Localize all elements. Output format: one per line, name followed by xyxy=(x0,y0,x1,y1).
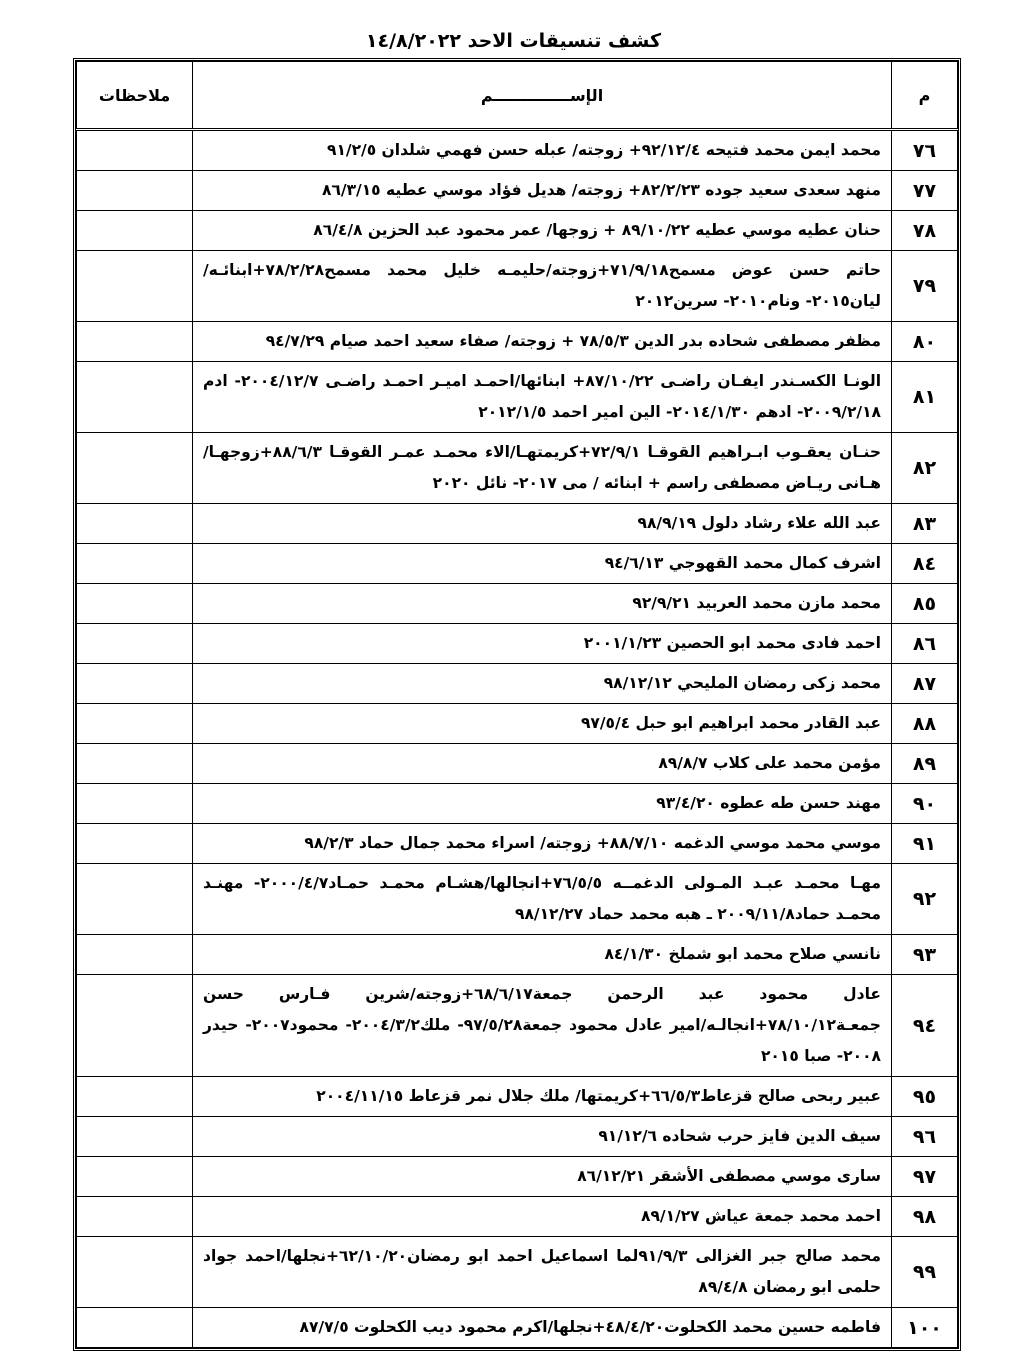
row-name: سارى موسي مصطفى الأشقر ٨٦/١٢/٢١ xyxy=(193,1157,892,1197)
table-row xyxy=(77,784,958,824)
row-number: ٩٧ xyxy=(892,1157,958,1197)
row-number: ٨٨ xyxy=(892,704,958,744)
row-notes xyxy=(77,251,193,322)
table-row xyxy=(77,744,958,784)
row-name: سيف الدين فايز حرب شحاده ٩١/١٢/٦ xyxy=(193,1117,892,1157)
row-number: ٨٥ xyxy=(892,584,958,624)
row-number: ٨١ xyxy=(892,362,958,433)
row-name: موسي محمد موسي الدغمه ٨٨/٧/١٠+ زوجته/ اسراء محمد جمال حماد ٩٨/٢/٣ xyxy=(193,824,892,864)
row-number: ٩٨ xyxy=(892,1197,958,1237)
table-row xyxy=(77,1237,958,1308)
table-row xyxy=(77,251,958,322)
table-row xyxy=(77,824,958,864)
table-row xyxy=(77,504,958,544)
row-number: ٨٩ xyxy=(892,744,958,784)
table-row xyxy=(77,1308,958,1348)
table-row xyxy=(77,664,958,704)
table-row xyxy=(77,935,958,975)
row-notes xyxy=(77,1157,193,1197)
table-row xyxy=(77,624,958,664)
row-name: محمد زكى رمضان المليحي ٩٨/١٢/١٢ xyxy=(193,664,892,704)
row-name: فاطمه حسين محمد الكحلوت٤٨/٤/٢٠+نجلها/اكرم محمود ديب الكحلوت ٨٧/٧/٥ xyxy=(193,1308,892,1348)
row-notes xyxy=(77,624,193,664)
row-number: ٨٧ xyxy=(892,664,958,704)
row-name: عبد الله علاء رشاد دلول ٩٨/٩/١٩ xyxy=(193,504,892,544)
row-name: محمد صالح جبر الغزالى ٩١/٩/٣لما اسماعيل احمد ابو رمضان٦٢/١٠/٢٠+نجلها/احمد جواد حلمى ابو رمضان ٨٩/٤/٨ xyxy=(193,1237,892,1308)
table-row xyxy=(77,130,958,171)
row-notes xyxy=(77,664,193,704)
names-table-frame xyxy=(73,58,961,1351)
row-notes xyxy=(77,1077,193,1117)
table-row xyxy=(77,975,958,1077)
row-number: ٧٧ xyxy=(892,171,958,211)
table-row xyxy=(77,211,958,251)
row-notes xyxy=(77,362,193,433)
row-name: محمد ايمن محمد فتيحه ٩٢/١٢/٤+ زوجته/ عبله حسن فهمي شلدان ٩١/٢/٥ xyxy=(193,130,892,171)
row-number: ٩٦ xyxy=(892,1117,958,1157)
table-row xyxy=(77,1077,958,1117)
table-row xyxy=(77,433,958,504)
row-notes xyxy=(77,704,193,744)
row-notes xyxy=(77,322,193,362)
row-number: ١٠٠ xyxy=(892,1308,958,1348)
row-notes xyxy=(77,584,193,624)
row-name: حنان عطيه موسي عطيه ٨٩/١٠/٢٢ + زوجها/ عمر محمود عبد الحزين ٨٦/٤/٨ xyxy=(193,211,892,251)
row-name: عادل محمود عبد الرحمن جمعة٦٨/٦/١٧+زوجته/شرين فـارس حسن جمعـة٧٨/١٠/١٢+انجالـه/امير عادل محمود جمعة٩٧/٥/٢٨- ملك٢٠٠٤/٣/٢- محمود٢٠٠٧- حيدر ٢٠٠٨- صبا ٢٠١٥ xyxy=(193,975,892,1077)
row-notes xyxy=(77,544,193,584)
row-notes xyxy=(77,1237,193,1308)
row-notes xyxy=(77,211,193,251)
row-number: ٩٩ xyxy=(892,1237,958,1308)
table-row xyxy=(77,362,958,433)
row-name: عبد القادر محمد ابراهيم ابو حبل ٩٧/٥/٤ xyxy=(193,704,892,744)
row-name: احمد فادى محمد ابو الحصين ٢٠٠١/١/٢٣ xyxy=(193,624,892,664)
row-name: حاتم حسن عوض مسمح٧١/٩/١٨+زوجته/حليمـه خليل محمد مسمح٧٨/٢/٢٨+ابنائـه/ ليان٢٠١٥- ونام٢٠١٠- سرين٢٠١٢ xyxy=(193,251,892,322)
row-notes xyxy=(77,935,193,975)
row-number: ٩٣ xyxy=(892,935,958,975)
row-number: ٩٠ xyxy=(892,784,958,824)
row-number: ٧٩ xyxy=(892,251,958,322)
row-number: ٨٠ xyxy=(892,322,958,362)
table-header-row xyxy=(77,62,958,130)
page-title: كشف تنسيقات الاحد ١٤/٨/٢٠٢٢ xyxy=(365,30,662,52)
row-number: ٧٦ xyxy=(892,130,958,171)
table-row xyxy=(77,544,958,584)
row-notes xyxy=(77,1197,193,1237)
table-row xyxy=(77,171,958,211)
table-row xyxy=(77,1197,958,1237)
row-name: مظفر مصطفى شحاده بدر الدين ٧٨/٥/٣ + زوجته/ صفاء سعيد احمد صيام ٩٤/٧/٢٩ xyxy=(193,322,892,362)
row-number: ٩٥ xyxy=(892,1077,958,1117)
row-number: ٩٢ xyxy=(892,864,958,935)
header-notes: ملاحظات xyxy=(77,62,193,130)
row-notes xyxy=(77,824,193,864)
row-name: محمد مازن محمد العربيد ٩٢/٩/٢١ xyxy=(193,584,892,624)
row-notes xyxy=(77,504,193,544)
row-number: ٨٣ xyxy=(892,504,958,544)
table-row xyxy=(77,704,958,744)
row-notes xyxy=(77,744,193,784)
table-body xyxy=(77,130,958,1348)
row-name: احمد محمد جمعة عياش ٨٩/١/٢٧ xyxy=(193,1197,892,1237)
table-row xyxy=(77,584,958,624)
row-notes xyxy=(77,1117,193,1157)
row-name: مهند حسن طه عطوه ٩٣/٤/٢٠ xyxy=(193,784,892,824)
row-notes xyxy=(77,975,193,1077)
table-row xyxy=(77,322,958,362)
header-number: م xyxy=(892,62,958,130)
row-name: الونـا الكسـندر ايفـان راضـى ٨٧/١٠/٢٢+ ابنائها/احمـد اميـر احمـد راضـى ٢٠٠٤/١٢/٧- ادم ٢٠٠٩/٢/١٨- ادهم ٢٠١٤/١/٣٠- الين امير احمد ٢٠١٢/١/٥ xyxy=(193,362,892,433)
row-number: ٨٦ xyxy=(892,624,958,664)
row-name: منهد سعدى سعيد جوده ٨٢/٢/٢٣+ زوجته/ هديل فؤاد موسي عطيه ٨٦/٣/١٥ xyxy=(193,171,892,211)
row-notes xyxy=(77,864,193,935)
row-notes xyxy=(77,1308,193,1348)
row-name: اشرف كمال محمد القهوجي ٩٤/٦/١٣ xyxy=(193,544,892,584)
row-notes xyxy=(77,784,193,824)
row-number: ٩٤ xyxy=(892,975,958,1077)
row-name: مهـا محمـد عبـد المـولى الدغمــه ٧٦/٥/٥+انجالها/هشـام محمـد حمـاد٢٠٠٠/٤/٧- مهنـد محمـد حماد٢٠٠٩/١١/٨ ـ هبه محمد حماد ٩٨/١٢/٢٧ xyxy=(193,864,892,935)
row-name: نانسي صلاح محمد ابو شملخ ٨٤/١/٣٠ xyxy=(193,935,892,975)
row-number: ٧٨ xyxy=(892,211,958,251)
row-notes xyxy=(77,433,193,504)
table-row xyxy=(77,1117,958,1157)
row-notes xyxy=(77,171,193,211)
row-name: عبير ربحى صالح قزعاط٦٦/٥/٣+كريمتها/ ملك جلال نمر قزعاط ٢٠٠٤/١١/١٥ xyxy=(193,1077,892,1117)
names-table xyxy=(76,61,958,1348)
row-name: حنـان يعقـوب ابـراهيم القوقـا ٧٢/٩/١+كريمتهـا/الاء محمـد عمـر القوقـا ٨٨/٦/٣+زوجهـا/هـانى ريـاض مصطفى راسم + ابنائه / مى ٢٠١٧- نائل ٢٠٢٠ xyxy=(193,433,892,504)
row-notes xyxy=(77,130,193,171)
header-name: الإســــــــــــــم xyxy=(193,62,892,130)
row-number: ٨٢ xyxy=(892,433,958,504)
table-row xyxy=(77,864,958,935)
table-row xyxy=(77,1157,958,1197)
row-number: ٩١ xyxy=(892,824,958,864)
row-name: مؤمن محمد على كلاب ٨٩/٨/٧ xyxy=(193,744,892,784)
row-number: ٨٤ xyxy=(892,544,958,584)
